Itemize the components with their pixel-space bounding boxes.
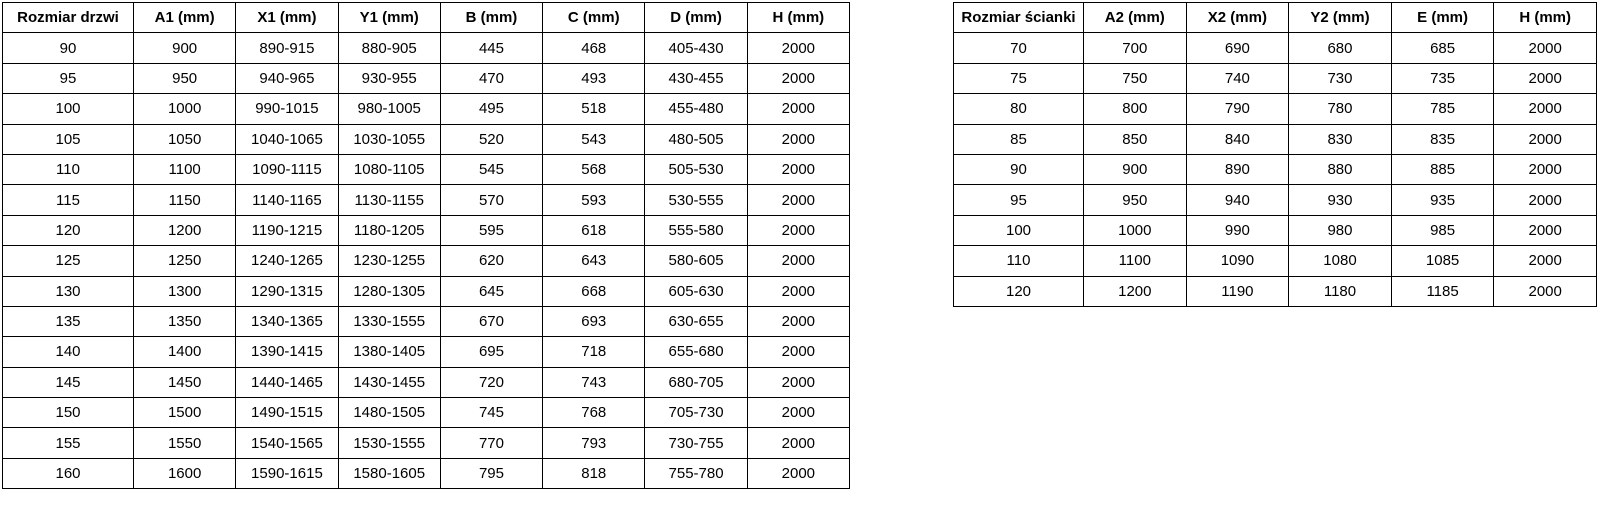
table-cell: 125: [3, 246, 134, 276]
table-cell: 495: [440, 94, 542, 124]
table-cell: 2000: [1494, 185, 1597, 215]
table-cell: 693: [543, 306, 645, 336]
table-cell: 1300: [134, 276, 236, 306]
table-cell: 110: [954, 246, 1084, 276]
table-cell: 2000: [1494, 124, 1597, 154]
table-cell: 1250: [134, 246, 236, 276]
table-cell: 85: [954, 124, 1084, 154]
table-row: [3, 154, 850, 184]
table-cell: 950: [134, 63, 236, 93]
table-cell: 630-655: [645, 306, 747, 336]
table-cell: 1090: [1186, 246, 1289, 276]
table-cell: 75: [954, 63, 1084, 93]
table-cell: 1430-1455: [338, 367, 440, 397]
table-cell: 768: [543, 398, 645, 428]
column-header: Y1 (mm): [338, 3, 440, 33]
table-cell: 1130-1155: [338, 185, 440, 215]
table-cell: 1350: [134, 306, 236, 336]
table-cell: 555-580: [645, 215, 747, 245]
table-cell: 643: [543, 246, 645, 276]
table-cell: 620: [440, 246, 542, 276]
table-cell: 135: [3, 306, 134, 336]
table-cell: 1185: [1391, 276, 1494, 306]
column-header: X2 (mm): [1186, 3, 1289, 33]
table-row: [954, 63, 1597, 93]
table-row: [3, 185, 850, 215]
table-cell: 745: [440, 398, 542, 428]
table-cell: 645: [440, 276, 542, 306]
table-cell: 2000: [1494, 154, 1597, 184]
table-cell: 720: [440, 367, 542, 397]
table-cell: 100: [3, 94, 134, 124]
table-cell: 850: [1084, 124, 1187, 154]
table-row: [954, 276, 1597, 306]
table-cell: 770: [440, 428, 542, 458]
table-cell: 130: [3, 276, 134, 306]
table-cell: 705-730: [645, 398, 747, 428]
table-cell: 1240-1265: [236, 246, 338, 276]
column-header: H (mm): [1494, 3, 1597, 33]
table-cell: 890-915: [236, 33, 338, 63]
table-cell: 1190-1215: [236, 215, 338, 245]
table-cell: 70: [954, 33, 1084, 63]
table-cell: 1550: [134, 428, 236, 458]
table-cell: 695: [440, 337, 542, 367]
table-cell: 1200: [1084, 276, 1187, 306]
table-cell: 1230-1255: [338, 246, 440, 276]
table-cell: 800: [1084, 94, 1187, 124]
table-cell: 95: [3, 63, 134, 93]
table-cell: 840: [1186, 124, 1289, 154]
table-cell: 145: [3, 367, 134, 397]
table-row: [3, 33, 850, 63]
table-cell: 940-965: [236, 63, 338, 93]
door-size-table: [2, 2, 850, 489]
table-cell: 680: [1289, 33, 1392, 63]
column-header: D (mm): [645, 3, 747, 33]
table-cell: 1000: [134, 94, 236, 124]
table-row: [954, 94, 1597, 124]
table-cell: 1600: [134, 458, 236, 488]
table-row: [3, 458, 850, 488]
table-cell: 2000: [747, 154, 849, 184]
table-cell: 110: [3, 154, 134, 184]
table-cell: 2000: [747, 458, 849, 488]
table-cell: 1150: [134, 185, 236, 215]
table-cell: 120: [954, 276, 1084, 306]
table-cell: 595: [440, 215, 542, 245]
table-cell: 2000: [1494, 246, 1597, 276]
table-cell: 80: [954, 94, 1084, 124]
table-cell: 530-555: [645, 185, 747, 215]
table-cell: 940: [1186, 185, 1289, 215]
table-cell: 493: [543, 63, 645, 93]
table-cell: 835: [1391, 124, 1494, 154]
table-cell: 780: [1289, 94, 1392, 124]
table-cell: 690: [1186, 33, 1289, 63]
table-cell: 890: [1186, 154, 1289, 184]
table-cell: 2000: [1494, 63, 1597, 93]
table-row: [3, 367, 850, 397]
table-cell: 818: [543, 458, 645, 488]
table-cell: 1500: [134, 398, 236, 428]
table-cell: 1290-1315: [236, 276, 338, 306]
table-row: [954, 246, 1597, 276]
table-cell: 1540-1565: [236, 428, 338, 458]
table-cell: 2000: [747, 306, 849, 336]
table-cell: 730: [1289, 63, 1392, 93]
table-cell: 930: [1289, 185, 1392, 215]
table-cell: 445: [440, 33, 542, 63]
table-cell: 90: [954, 154, 1084, 184]
table-cell: 580-605: [645, 246, 747, 276]
table-row: [3, 215, 850, 245]
table-cell: 985: [1391, 215, 1494, 245]
table-row: [3, 398, 850, 428]
table-cell: 1100: [1084, 246, 1187, 276]
table-cell: 1480-1505: [338, 398, 440, 428]
table-row: [954, 33, 1597, 63]
table-cell: 1100: [134, 154, 236, 184]
table-cell: 2000: [1494, 276, 1597, 306]
table-cell: 2000: [1494, 94, 1597, 124]
table-cell: 670: [440, 306, 542, 336]
table-cell: 980: [1289, 215, 1392, 245]
table-cell: 150: [3, 398, 134, 428]
table-row: [3, 94, 850, 124]
table-cell: 655-680: [645, 337, 747, 367]
table-cell: 115: [3, 185, 134, 215]
table-cell: 785: [1391, 94, 1494, 124]
table-cell: 750: [1084, 63, 1187, 93]
table-cell: 140: [3, 337, 134, 367]
table-cell: 990: [1186, 215, 1289, 245]
table-row: [954, 185, 1597, 215]
table-cell: 1180: [1289, 276, 1392, 306]
table-cell: 430-455: [645, 63, 747, 93]
table-cell: 2000: [747, 337, 849, 367]
table-cell: 885: [1391, 154, 1494, 184]
table-cell: 1000: [1084, 215, 1187, 245]
table-cell: 455-480: [645, 94, 747, 124]
table-cell: 1180-1205: [338, 215, 440, 245]
table-cell: 685: [1391, 33, 1494, 63]
table-cell: 930-955: [338, 63, 440, 93]
column-header: H (mm): [747, 3, 849, 33]
table-cell: 1400: [134, 337, 236, 367]
table-cell: 1390-1415: [236, 337, 338, 367]
table-cell: 900: [1084, 154, 1187, 184]
table-cell: 2000: [747, 276, 849, 306]
table-cell: 2000: [747, 367, 849, 397]
table-cell: 518: [543, 94, 645, 124]
table-cell: 1140-1165: [236, 185, 338, 215]
table-cell: 90: [3, 33, 134, 63]
table-cell: 880: [1289, 154, 1392, 184]
column-header: B (mm): [440, 3, 542, 33]
column-header: Rozmiar drzwi: [3, 3, 134, 33]
table-cell: 593: [543, 185, 645, 215]
table-cell: 1080-1105: [338, 154, 440, 184]
table-cell: 1340-1365: [236, 306, 338, 336]
table-cell: 618: [543, 215, 645, 245]
column-header: A2 (mm): [1084, 3, 1187, 33]
table-cell: 755-780: [645, 458, 747, 488]
table-cell: 2000: [747, 398, 849, 428]
column-header: X1 (mm): [236, 3, 338, 33]
table-cell: 95: [954, 185, 1084, 215]
column-header: E (mm): [1391, 3, 1494, 33]
table-cell: 718: [543, 337, 645, 367]
table-cell: 700: [1084, 33, 1187, 63]
table-cell: 830: [1289, 124, 1392, 154]
table-cell: 790: [1186, 94, 1289, 124]
table-cell: 2000: [747, 428, 849, 458]
table-cell: 545: [440, 154, 542, 184]
table-cell: 1380-1405: [338, 337, 440, 367]
table-cell: 1200: [134, 215, 236, 245]
table-cell: 1330-1555: [338, 306, 440, 336]
table-cell: 950: [1084, 185, 1187, 215]
table-cell: 160: [3, 458, 134, 488]
table-row: [954, 215, 1597, 245]
table-cell: 480-505: [645, 124, 747, 154]
table-cell: 405-430: [645, 33, 747, 63]
table-cell: 2000: [747, 215, 849, 245]
table-cell: 1040-1065: [236, 124, 338, 154]
table-cell: 680-705: [645, 367, 747, 397]
table-cell: 120: [3, 215, 134, 245]
table-row: [3, 306, 850, 336]
table-row: [954, 124, 1597, 154]
table-cell: 105: [3, 124, 134, 154]
column-header: C (mm): [543, 3, 645, 33]
table-cell: 740: [1186, 63, 1289, 93]
table-row: [3, 124, 850, 154]
table-cell: 605-630: [645, 276, 747, 306]
table-cell: 668: [543, 276, 645, 306]
table-cell: 990-1015: [236, 94, 338, 124]
table-cell: 795: [440, 458, 542, 488]
table-cell: 520: [440, 124, 542, 154]
table-cell: 100: [954, 215, 1084, 245]
wall-size-table: [953, 2, 1597, 307]
table-row: [3, 337, 850, 367]
table-cell: 730-755: [645, 428, 747, 458]
table-row: [954, 154, 1597, 184]
column-header: Y2 (mm): [1289, 3, 1392, 33]
table-cell: 2000: [747, 94, 849, 124]
table-cell: 1440-1465: [236, 367, 338, 397]
table-cell: 470: [440, 63, 542, 93]
column-header: A1 (mm): [134, 3, 236, 33]
table-cell: 1530-1555: [338, 428, 440, 458]
table-row: [3, 276, 850, 306]
table-cell: 1190: [1186, 276, 1289, 306]
table-cell: 900: [134, 33, 236, 63]
table-cell: 568: [543, 154, 645, 184]
table-cell: 2000: [747, 63, 849, 93]
table-cell: 2000: [1494, 33, 1597, 63]
door-size-table-header-row: [3, 3, 850, 33]
table-cell: 1450: [134, 367, 236, 397]
table-cell: 1050: [134, 124, 236, 154]
table-cell: 468: [543, 33, 645, 63]
table-cell: 735: [1391, 63, 1494, 93]
table-cell: 1090-1115: [236, 154, 338, 184]
table-cell: 880-905: [338, 33, 440, 63]
table-cell: 570: [440, 185, 542, 215]
table-cell: 543: [543, 124, 645, 154]
table-row: [3, 428, 850, 458]
table-cell: 2000: [747, 124, 849, 154]
table-cell: 505-530: [645, 154, 747, 184]
table-cell: 1280-1305: [338, 276, 440, 306]
table-cell: 1080: [1289, 246, 1392, 276]
table-cell: 980-1005: [338, 94, 440, 124]
table-cell: 155: [3, 428, 134, 458]
table-cell: 1490-1515: [236, 398, 338, 428]
table-cell: 1085: [1391, 246, 1494, 276]
table-cell: 2000: [1494, 215, 1597, 245]
table-cell: 1030-1055: [338, 124, 440, 154]
table-row: [3, 246, 850, 276]
wall-size-table-header-row: [954, 3, 1597, 33]
column-header: Rozmiar ścianki: [954, 3, 1084, 33]
table-cell: 743: [543, 367, 645, 397]
table-cell: 2000: [747, 185, 849, 215]
table-cell: 793: [543, 428, 645, 458]
table-row: [3, 63, 850, 93]
table-cell: 2000: [747, 33, 849, 63]
table-cell: 1580-1605: [338, 458, 440, 488]
table-cell: 1590-1615: [236, 458, 338, 488]
table-cell: 2000: [747, 246, 849, 276]
table-cell: 935: [1391, 185, 1494, 215]
